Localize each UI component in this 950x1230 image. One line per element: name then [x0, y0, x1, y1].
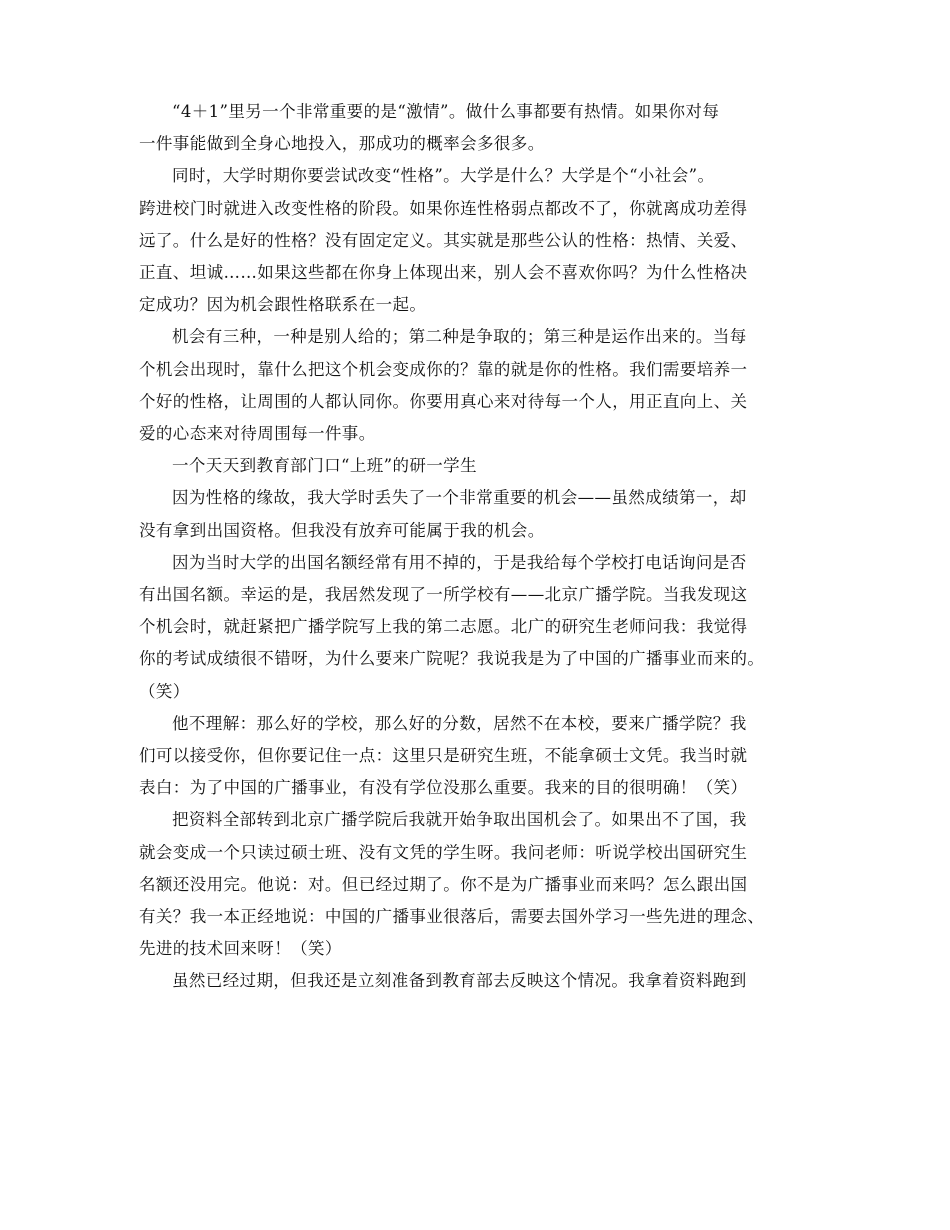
text-line: 定成功？因为机会跟性格联系在一起。 [139, 295, 427, 315]
text-line: 因为性格的缘故，我大学时丢失了一个非常重要的机会——虽然成绩第一，却 [172, 488, 747, 508]
section-subheading [139, 450, 815, 482]
paragraph [139, 804, 815, 965]
paragraph [139, 708, 815, 805]
text-line: 同时，大学时期你要尝试改变“性格”。大学是什么？大学是个“小社会”。 [172, 166, 715, 186]
text-line: 就会变成一个只读过硕士班、没有文凭的学生呀。我问老师：听说学校出国研究生 [139, 842, 748, 862]
text-line: 爱的心态来对待周围每一件事。 [139, 424, 376, 444]
text-line: 个机会出现时，靠什么把这个机会变成你的？靠的就是你的性格。我们需要培养一 [139, 359, 748, 379]
text-line: 因为当时大学的出国名额经常有用不掉的，于是我给每个学校打电话询问是否 [172, 552, 747, 572]
text-line: 跨进校门时就进入改变性格的阶段。如果你连性格弱点都改不了，你就离成功差得 [139, 198, 748, 218]
text-line: “4＋1”里另一个非常重要的是“激情”。做什么事都要有热情。如果你对每 [172, 102, 720, 121]
text-line: 名额还没用完。他说：对。但已经过期了。你不是为广播事业而来吗？怎么跟出国 [139, 874, 748, 894]
paragraph [139, 965, 815, 997]
text-line: 你的考试成绩很不错呀，为什么要来广院呢？我说我是为了中国的广播事业而来的。 [139, 649, 765, 669]
text-line: 虽然已经过期，但我还是立刻准备到教育部去反映这个情况。我拿着资料跑到 [172, 971, 747, 991]
text-line: 一件事能做到全身心地投入，那成功的概率会多很多。 [139, 134, 545, 154]
paragraph [139, 321, 815, 450]
text-line: （笑） [139, 681, 190, 701]
text-line: 把资料全部转到北京广播学院后我就开始争取出国机会了。如果出不了国，我 [172, 810, 747, 830]
text-line: 表白：为了中国的广播事业，有没有学位没那么重要。我来的目的很明确！（笑） [139, 778, 748, 798]
paragraph [139, 96, 815, 160]
text-line: 有关？我一本正经地说：中国的广播事业很落后，需要去国外学习一些先进的理念、 [139, 907, 765, 927]
text-line: 们可以接受你，但你要记住一点：这里只是研究生班，不能拿硕士文凭。我当时就 [139, 746, 748, 766]
text-line: 机会有三种，一种是别人给的；第二种是争取的；第三种是运作出来的。当每 [172, 327, 747, 347]
text-line: 远了。什么是好的性格？没有固定定义。其实就是那些公认的性格：热情、关爱、 [139, 230, 748, 250]
text-line: 正直、坦诚……如果这些都在你身上体现出来，别人会不喜欢你吗？为什么性格决 [139, 263, 748, 283]
paragraph [139, 547, 815, 708]
text-line: 个机会时，就赶紧把广播学院写上我的第二志愿。北广的研究生老师问我：我觉得 [139, 617, 748, 637]
paragraph [139, 482, 815, 546]
text-line: 他不理解：那么好的学校，那么好的分数，居然不在本校，要来广播学院？我 [172, 713, 747, 733]
text-line: 一个天天到教育部门口“上班”的研一学生 [172, 456, 477, 476]
text-line: 没有拿到出国资格。但我没有放弃可能属于我的机会。 [139, 520, 545, 540]
paragraph [139, 160, 815, 321]
text-line: 个好的性格，让周围的人都认同你。你要用真心来对待每一个人，用正直向上、关 [139, 391, 748, 411]
text-line: 先进的技术回来呀！（笑） [139, 939, 342, 959]
text-line: 有出国名额。幸运的是，我居然发现了一所学校有——北京广播学院。当我发现这 [139, 585, 748, 605]
document-body [139, 96, 815, 998]
